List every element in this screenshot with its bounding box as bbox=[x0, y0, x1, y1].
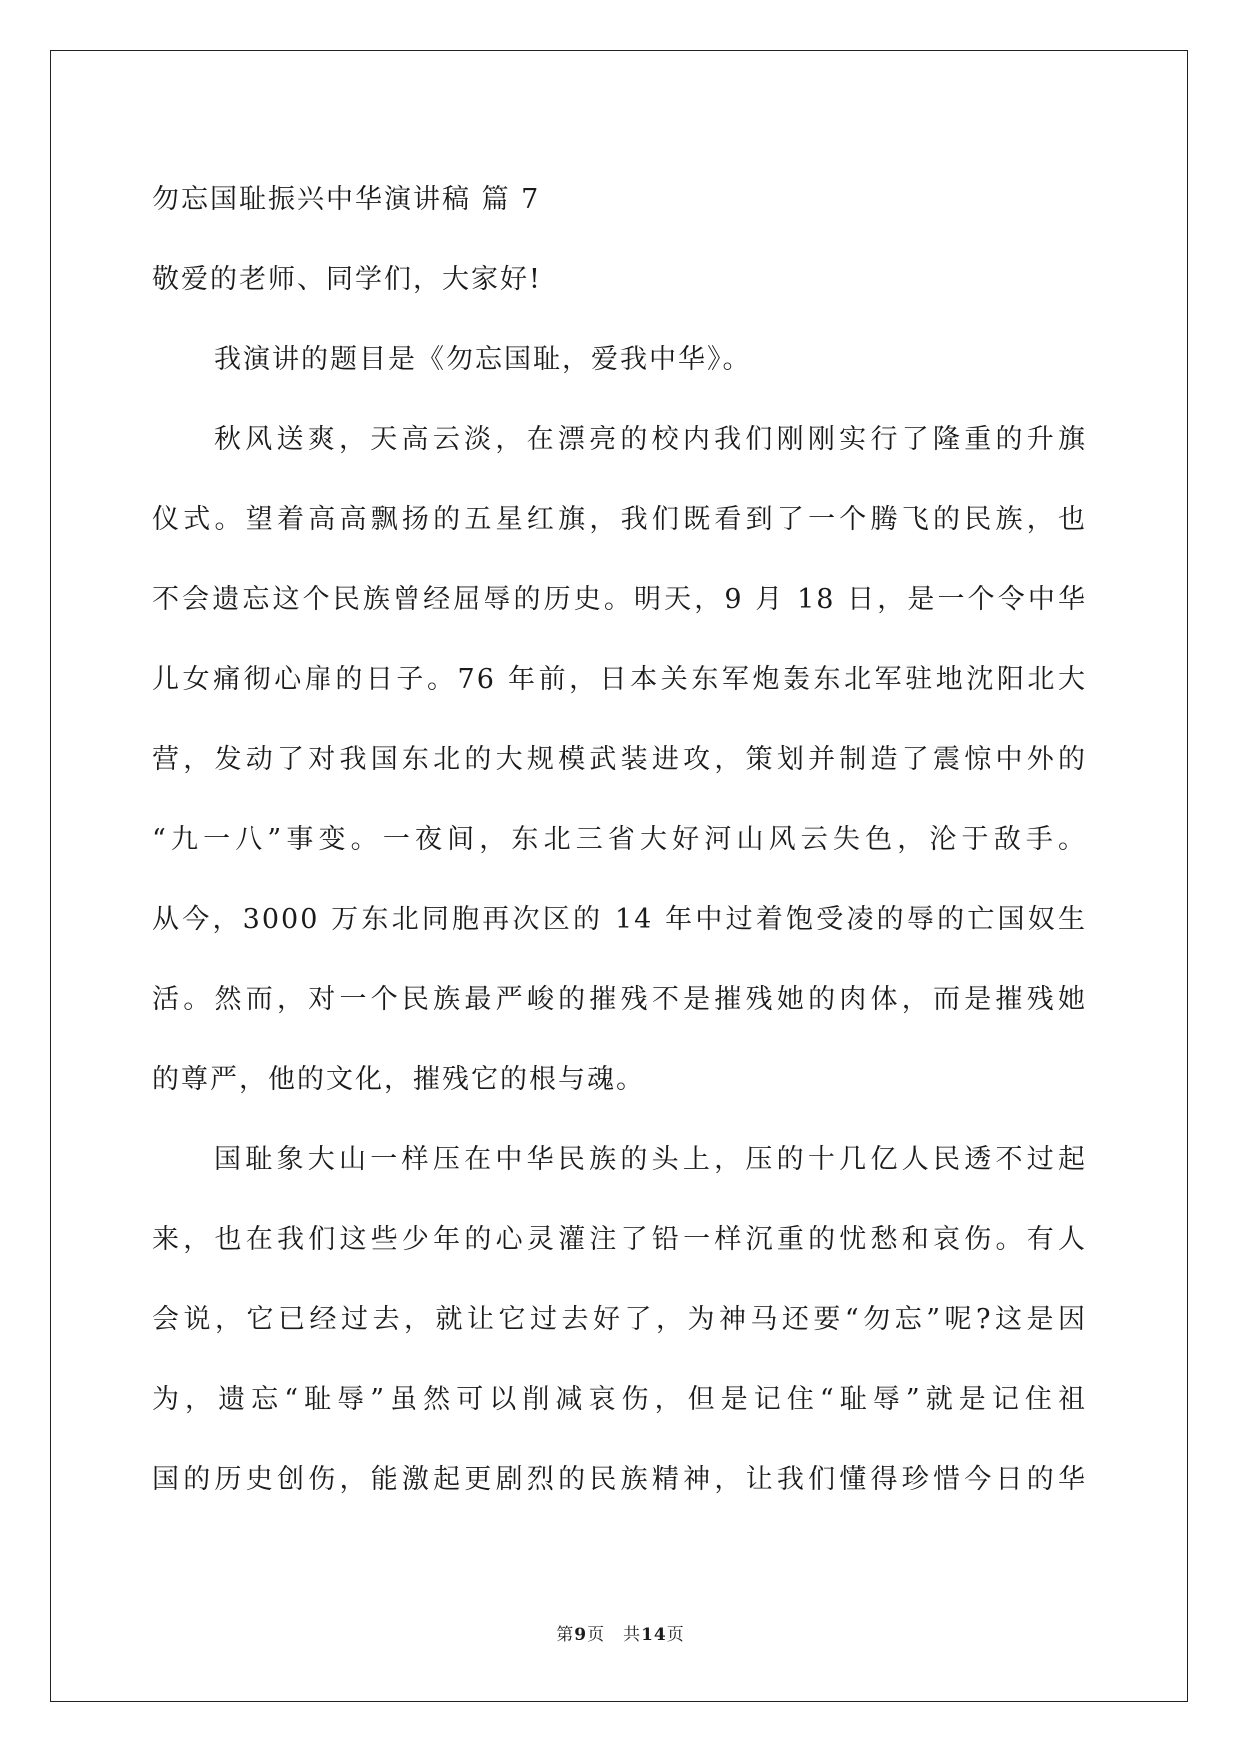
paragraph-line: 国耻象大山一样压在中华民族的头上，压的十几亿人民透不过起 bbox=[214, 1144, 1087, 1175]
paragraph-line: “九一八”事变。一夜间，东北三省大好河山风云失色，沦于敌手。 bbox=[152, 824, 1087, 855]
paragraph-line: 的尊严，他的文化，摧残它的根与魂。 bbox=[152, 1064, 645, 1095]
paragraph-line: 儿女痛彻心扉的日子。76 年前，日本关东军炮轰东北军驻地沈阳北大 bbox=[152, 664, 1087, 695]
paragraph-line: 国的历史创伤，能激起更剧烈的民族精神，让我们懂得珍惜今日的华 bbox=[152, 1464, 1087, 1495]
paragraph-line: 来，也在我们这些少年的心灵灌注了铅一样沉重的忧愁和哀伤。有人 bbox=[152, 1224, 1087, 1255]
footer-total-pages: 14 bbox=[641, 1625, 667, 1645]
footer-page-prefix: 第 bbox=[556, 1625, 575, 1645]
paragraph-line: 会说，它已经过去，就让它过去好了，为神马还要“勿忘”呢?这是因 bbox=[152, 1304, 1087, 1335]
footer-page-number: 9 bbox=[574, 1625, 588, 1645]
paragraph-line: 仪式。望着高高飘扬的五星红旗，我们既看到了一个腾飞的民族，也 bbox=[152, 504, 1087, 535]
paragraph-line: 为，遗忘“耻辱”虽然可以削减哀伤，但是记住“耻辱”就是记住祖 bbox=[152, 1384, 1087, 1415]
salutation: 敬爱的老师、同学们，大家好! bbox=[152, 264, 542, 295]
paragraph-line: 从今，3000 万东北同胞再次区的 14 年中过着饱受凌的辱的亡国奴生 bbox=[152, 904, 1087, 935]
document-title: 勿忘国耻振兴中华演讲稿 篇 7 bbox=[152, 184, 541, 215]
footer-page-suffix: 页 bbox=[587, 1625, 606, 1645]
paragraph-line: 活。然而，对一个民族最严峻的摧残不是摧残她的肉体，而是摧残她 bbox=[152, 984, 1087, 1015]
paragraph-line: 营，发动了对我国东北的大规模武装进攻，策划并制造了震惊中外的 bbox=[152, 744, 1087, 775]
paragraph-line: 不会遗忘这个民族曾经屈辱的历史。明天，9 月 18 日，是一个令中华 bbox=[152, 584, 1087, 615]
paragraph-line: 秋风送爽，天高云淡，在漂亮的校内我们刚刚实行了隆重的升旗 bbox=[214, 424, 1087, 455]
page-footer bbox=[0, 1620, 1241, 1645]
footer-total-prefix: 共 bbox=[623, 1625, 642, 1645]
document-body bbox=[152, 160, 1087, 1520]
paragraph-line: 我演讲的题目是《勿忘国耻，爱我中华》。 bbox=[214, 344, 752, 375]
footer-total-suffix: 页 bbox=[666, 1625, 685, 1645]
